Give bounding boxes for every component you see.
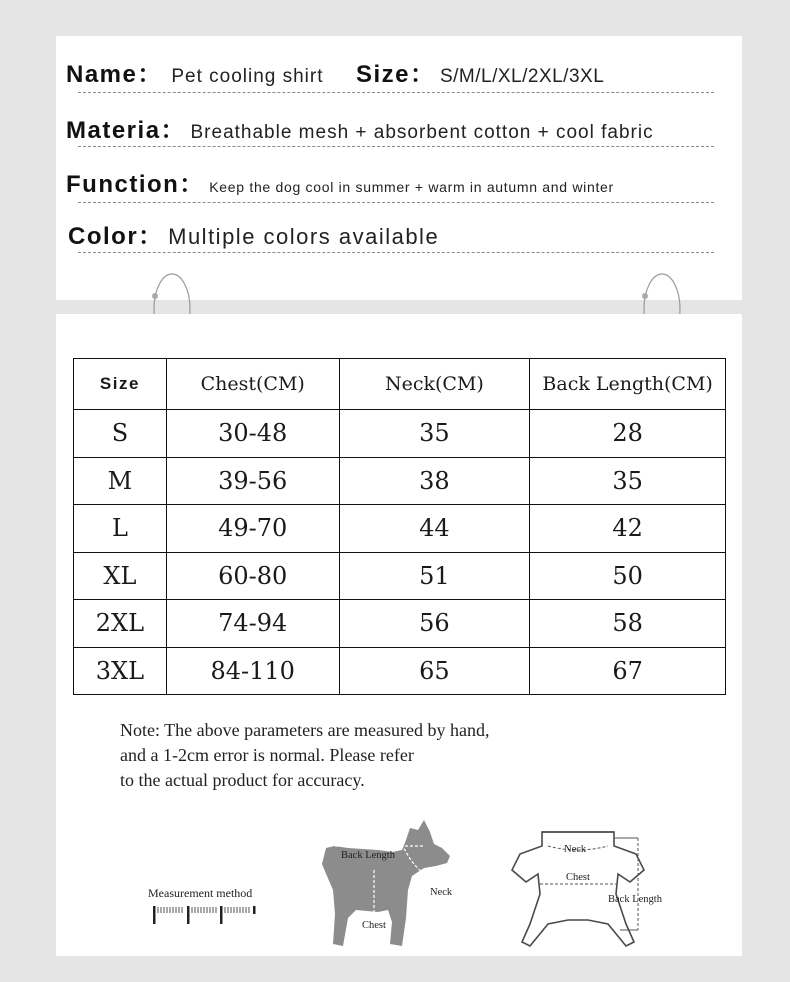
header-size: Size: [74, 359, 167, 410]
cell-size: M: [74, 457, 167, 505]
note-line: Note: The above parameters are measured by hand,: [120, 720, 490, 740]
size-table: [73, 358, 726, 695]
cell-neck: 56: [339, 600, 530, 648]
info-row-material: [66, 110, 726, 145]
cell-chest: 30-48: [166, 410, 339, 458]
cell-chest: 74-94: [166, 600, 339, 648]
table-row: [74, 647, 726, 695]
note-line: and a 1-2cm error is normal. Please refer: [120, 745, 414, 765]
table-row: [74, 457, 726, 505]
cell-neck: 35: [339, 410, 530, 458]
cell-back-length: 50: [530, 552, 726, 600]
dog-chest-label: Chest: [362, 920, 386, 931]
size-label: Size：: [355, 61, 436, 88]
cell-chest: 49-70: [166, 505, 339, 553]
info-row-name: [66, 54, 726, 89]
ruler-icon: [152, 904, 256, 928]
name-label: Name：: [66, 61, 163, 88]
cell-back-length: 42: [530, 505, 726, 553]
product-info-card: [56, 36, 742, 300]
cell-back-length: 58: [530, 600, 726, 648]
divider: [78, 202, 714, 203]
shirt-chest-label: Chest: [566, 872, 590, 883]
cell-chest: 39-56: [166, 457, 339, 505]
table-row: [74, 552, 726, 600]
dog-measurement-diagram: [320, 818, 460, 952]
divider: [78, 252, 714, 253]
header-neck: Neck(CM): [339, 359, 530, 410]
color-label: Color：: [68, 223, 164, 250]
cell-size: S: [74, 410, 167, 458]
cell-size: XL: [74, 552, 167, 600]
info-row-function: [66, 164, 726, 199]
function-label: Function：: [66, 171, 205, 198]
cell-neck: 65: [339, 647, 530, 695]
color-value: Multiple colors available: [168, 224, 440, 249]
header-chest: Chest(CM): [166, 359, 339, 410]
cell-size: 3XL: [74, 647, 167, 695]
header-back-length: Back Length(CM): [530, 359, 726, 410]
cell-back-length: 35: [530, 457, 726, 505]
cell-chest: 60-80: [166, 552, 339, 600]
measurement-note: [120, 718, 490, 793]
cell-size: L: [74, 505, 167, 553]
name-value: Pet cooling shirt: [171, 66, 324, 87]
cell-back-length: 67: [530, 647, 726, 695]
cell-back-length: 28: [530, 410, 726, 458]
divider: [78, 146, 714, 147]
note-line: to the actual product for accuracy.: [120, 770, 365, 790]
divider: [78, 92, 714, 93]
measurement-method-label: Measurement method: [148, 886, 253, 900]
cell-chest: 84-110: [166, 647, 339, 695]
cell-neck: 44: [339, 505, 530, 553]
cell-neck: 38: [339, 457, 530, 505]
shirt-measurement-diagram: [508, 824, 678, 958]
material-value: Breathable mesh + absorbent cotton + cool fabric: [190, 122, 654, 143]
shirt-back-length-label: Back Length: [608, 894, 662, 905]
function-value: Keep the dog cool in summer + warm in autumn and winter: [209, 179, 614, 195]
dog-silhouette-icon: [322, 820, 450, 946]
dog-back-length-label: Back Length: [341, 850, 395, 861]
dog-neck-label: Neck: [430, 887, 453, 898]
table-row: [74, 505, 726, 553]
shirt-neck-label: Neck: [564, 844, 587, 855]
cell-size: 2XL: [74, 600, 167, 648]
size-value: S/M/L/XL/2XL/3XL: [439, 66, 605, 87]
info-row-color: [66, 216, 726, 251]
material-label: Materia：: [66, 117, 187, 144]
table-row: [74, 600, 726, 648]
cell-neck: 51: [339, 552, 530, 600]
table-row: [74, 410, 726, 458]
size-chart-card: [56, 314, 742, 956]
table-header-row: [74, 359, 726, 410]
